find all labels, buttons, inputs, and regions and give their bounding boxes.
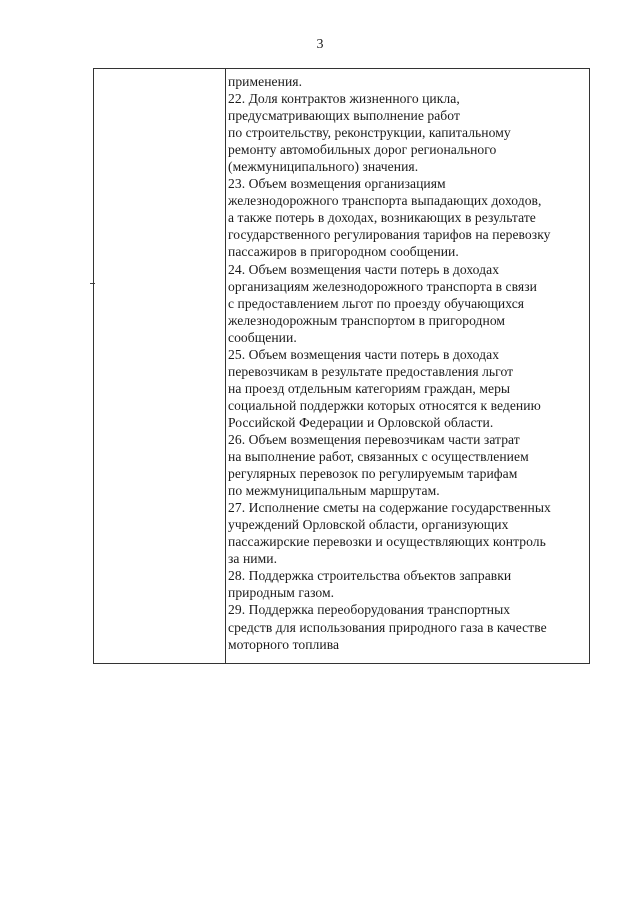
table-left-cell: [94, 69, 225, 663]
text-line: на выполнение работ, связанных с осуществлением: [228, 449, 529, 465]
text-line: (межмуниципального) значения.: [228, 159, 419, 175]
text-line: государственного регулирования тарифов на перевозку: [228, 227, 551, 243]
table-right-cell: [228, 73, 588, 653]
text-line: 23. Объем возмещения организациям: [228, 176, 446, 192]
text-line: 28. Поддержка строительства объектов заправки: [228, 568, 512, 584]
text-line: природным газом.: [228, 585, 335, 601]
text-line: 25. Объем возмещения части потерь в доходах: [228, 346, 500, 362]
text-line: по межмуниципальным маршрутам.: [228, 483, 440, 499]
text-line: 22. Доля контрактов жизненного цикла,: [228, 91, 460, 107]
text-line: применения.: [228, 74, 303, 89]
text-line: социальной поддержки которых относятся к ведению: [228, 397, 541, 413]
text-line: железнодорожного транспорта выпадающих доходов,: [228, 193, 542, 209]
document-table: [93, 68, 590, 664]
text-line: пассажирские перевозки и осуществляющих контроль: [228, 534, 546, 550]
text-line: Российской Федерации и Орловской области.: [228, 414, 494, 430]
text-line: на проезд отдельным категориям граждан, меры: [228, 380, 511, 396]
text-line: 26. Объем возмещения перевозчикам части затрат: [228, 431, 520, 447]
text-line: перевозчикам в результате предоставления льгот: [228, 363, 514, 379]
text-line: средств для использования природного газа в качестве: [228, 619, 547, 635]
text-line: по строительству, реконструкции, капитальному: [228, 125, 511, 141]
text-line: 29. Поддержка переоборудования транспортных: [228, 602, 511, 618]
text-line: железнодорожным транспортом в пригородном: [228, 312, 506, 328]
text-line: с предоставлением льгот по проезду обучающихся: [228, 295, 525, 311]
text-line: моторного топлива: [228, 636, 340, 652]
column-divider: [225, 69, 226, 663]
text-line: предусматривающих выполнение работ: [228, 108, 460, 124]
text-line: учреждений Орловской области, организующих: [228, 517, 509, 533]
text-line: 24. Объем возмещения части потерь в доходах: [228, 261, 500, 277]
page-number: 3: [316, 37, 324, 52]
text-line: а также потерь в доходах, возникающих в результате: [228, 210, 536, 226]
text-line: регулярных перевозок по регулируемым тарифам: [228, 466, 518, 482]
text-line: за ними.: [228, 551, 278, 567]
text-line: пассажиров в пригородном сообщении.: [228, 244, 459, 260]
text-line: ремонту автомобильных дорог регионального: [228, 142, 497, 158]
text-line: сообщении.: [228, 329, 297, 345]
text-line: организациям железнодорожного транспорта в связи: [228, 278, 537, 294]
text-line: 27. Исполнение сметы на содержание государственных: [228, 500, 551, 516]
